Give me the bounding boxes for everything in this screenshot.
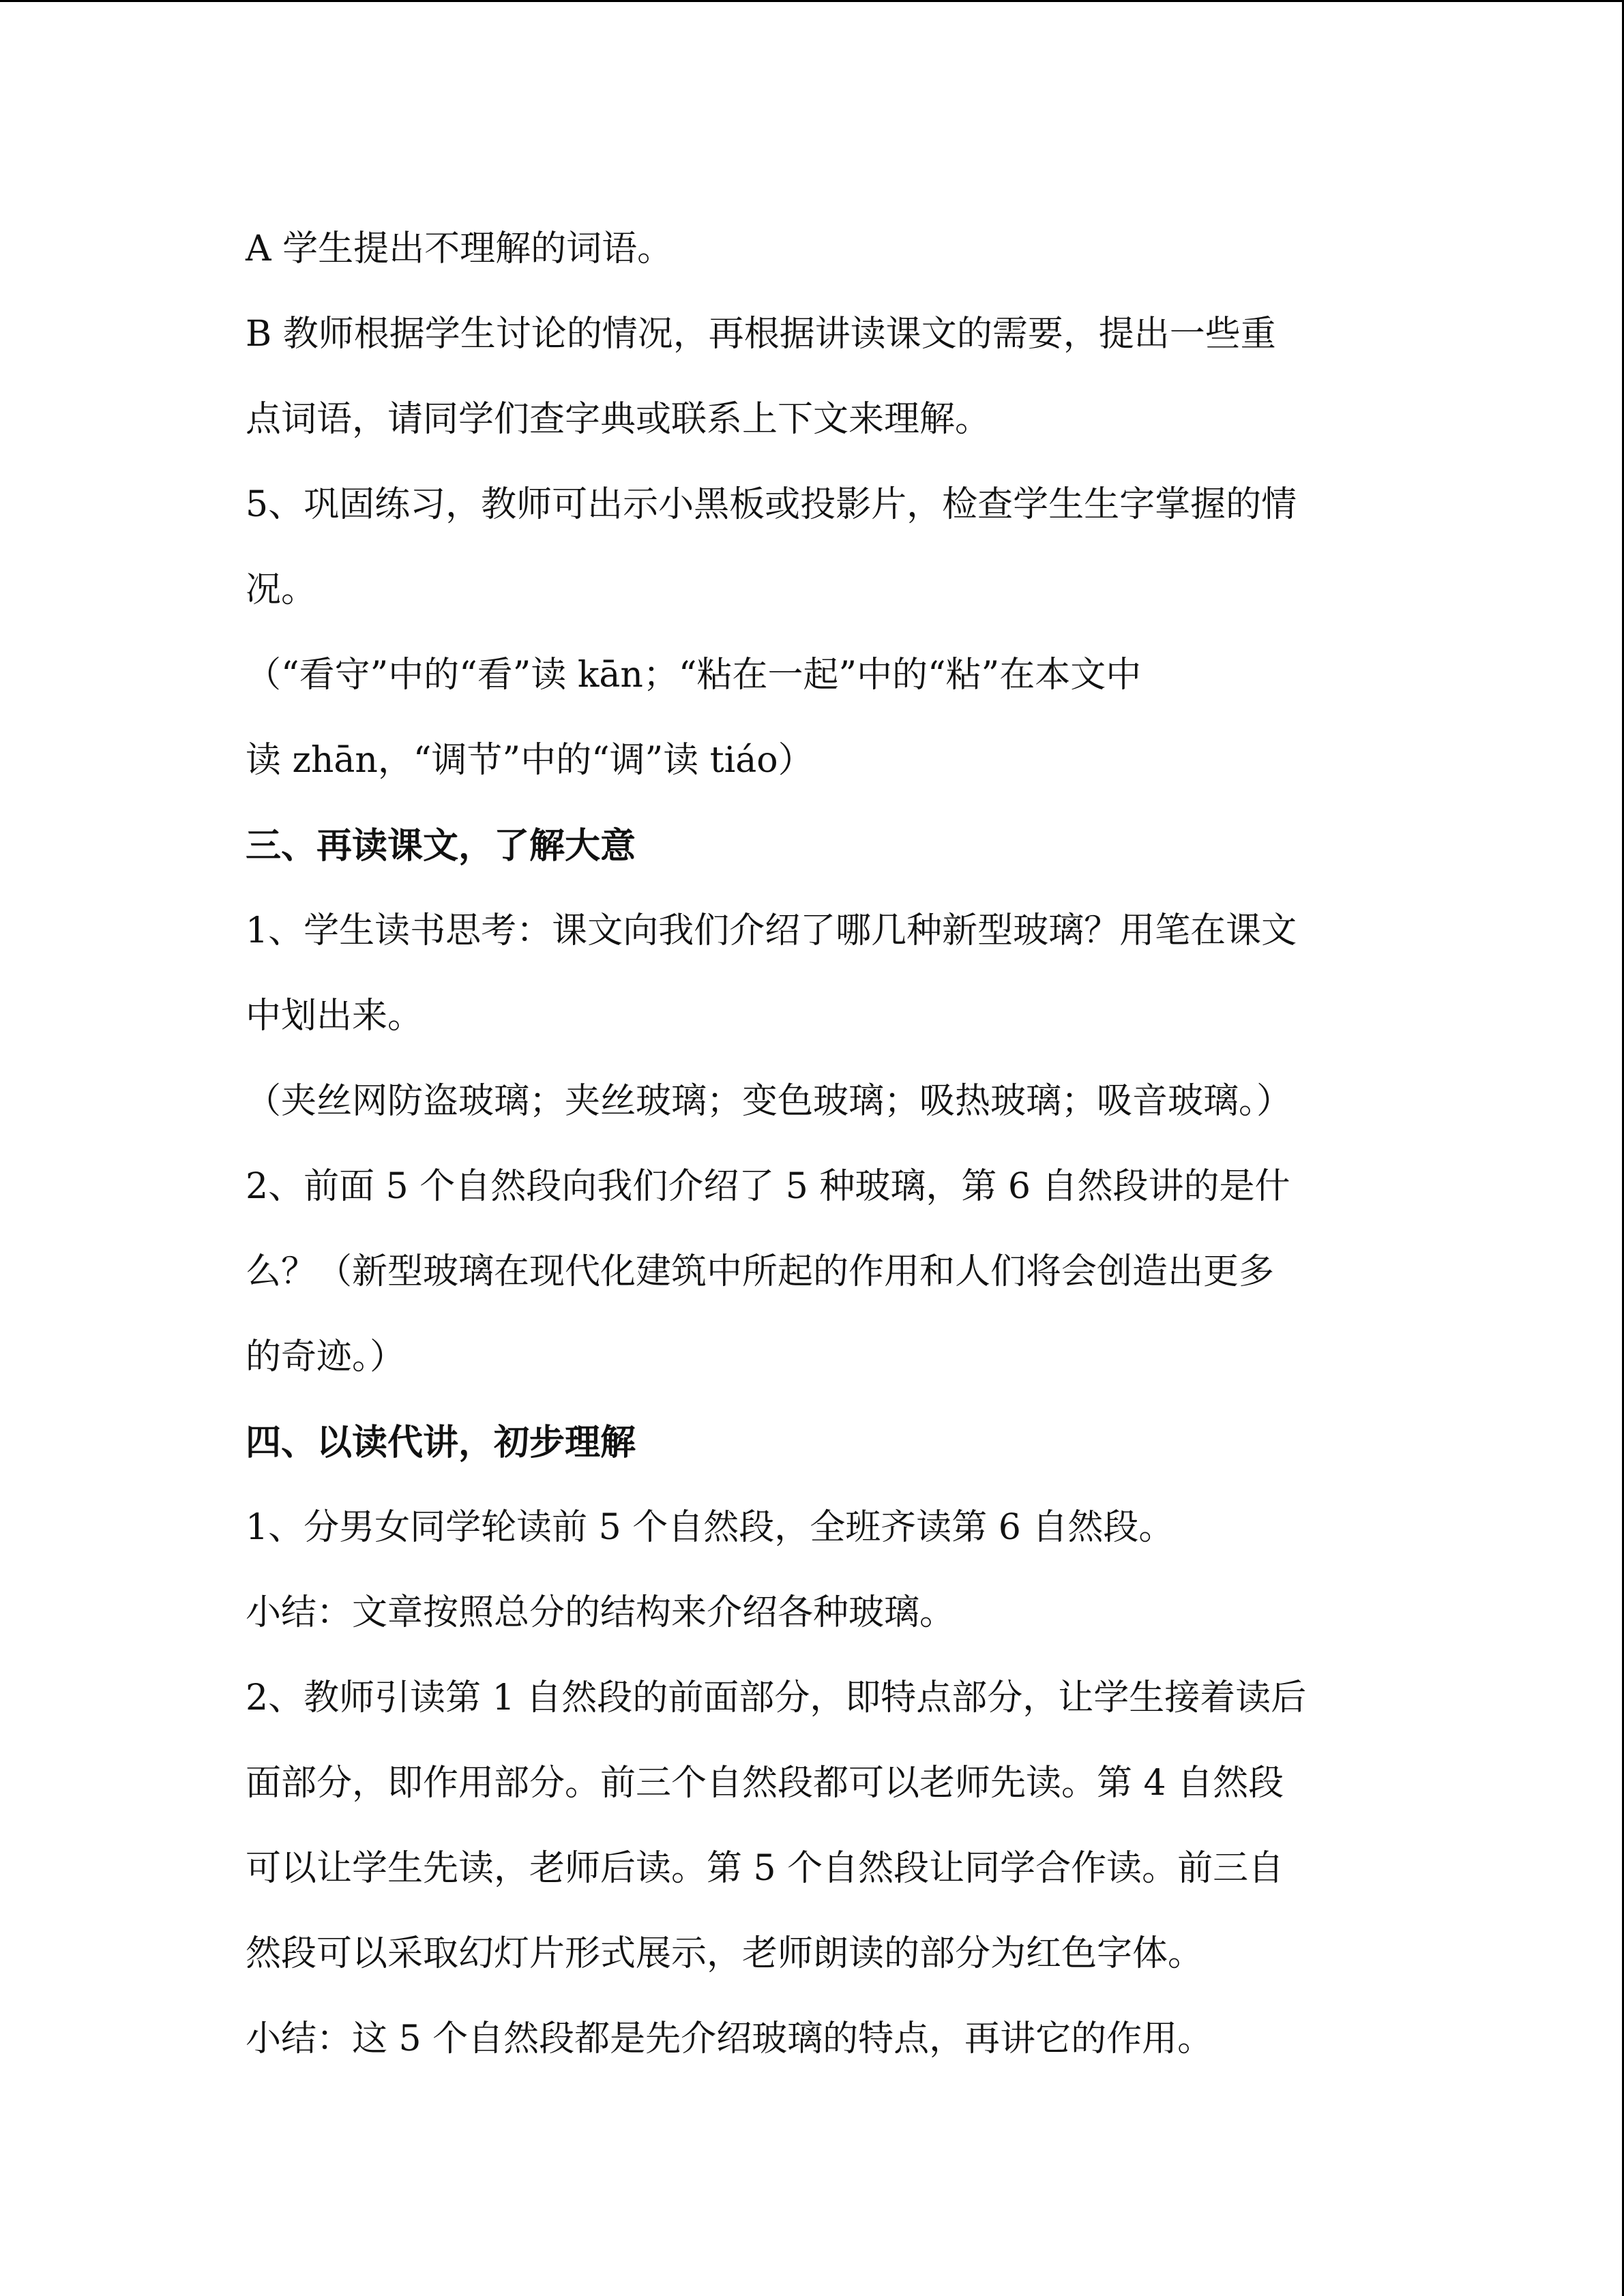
text-line-11: （夹丝网防盗玻璃；夹丝玻璃；变色玻璃；吸热玻璃；吸音玻璃。）	[246, 1081, 1293, 1122]
text-line-22: 小结：这 5 个自然段都是先介绍玻璃的特点，再讲它的作用。	[246, 2018, 1213, 2059]
text-line-5: 况。	[246, 569, 317, 610]
text-line-14: 的奇迹。）	[246, 1337, 406, 1377]
section-heading-4: 四、以读代讲，初步理解	[246, 1422, 636, 1463]
section-heading-3: 三、再读课文，了解大意	[246, 825, 636, 867]
text-line-1: A 学生提出不理解的词语。	[246, 228, 673, 269]
text-line-16: 1、分男女同学轮读前 5 个自然段，全班齐读第 6 自然段。	[246, 1507, 1175, 1548]
text-line-7: 读 zhān，“调节”中的“调”读 tiáo）	[246, 740, 814, 781]
text-line-4: 5、巩固练习，教师可出示小黑板或投影片，检查学生生字掌握的情	[246, 484, 1297, 525]
text-line-18: 2、教师引读第 1 自然段的前面部分，即特点部分，让学生接着读后	[246, 1678, 1307, 1718]
text-line-9: 1、学生读书思考：课文向我们介绍了哪几种新型玻璃？用笔在课文	[246, 910, 1297, 951]
text-line-13: 么？（新型玻璃在现代化建筑中所起的作用和人们将会创造出更多	[246, 1251, 1275, 1292]
document-body	[246, 207, 1378, 2082]
text-line-12: 2、前面 5 个自然段向我们介绍了 5 种玻璃，第 6 自然段讲的是什	[246, 1166, 1290, 1207]
text-line-21: 然段可以采取幻灯片形式展示，老师朗读的部分为红色字体。	[246, 1933, 1204, 1974]
text-line-17: 小结：文章按照总分的结构来介绍各种玻璃。	[246, 1592, 956, 1633]
text-line-6: （“看守”中的“看”读 kān；“粘在一起”中的“粘”在本文中	[246, 655, 1142, 696]
text-line-20: 可以让学生先读，老师后读。第 5 个自然段让同学合作读。前三自	[246, 1848, 1284, 1889]
text-line-3: 点词语，请同学们查字典或联系上下文来理解。	[246, 399, 991, 440]
text-line-19: 面部分，即作用部分。前三个自然段都可以老师先读。第 4 自然段	[246, 1763, 1284, 1804]
text-line-2: B 教师根据学生讨论的情况，再根据讲读课文的需要，提出一些重	[246, 314, 1276, 355]
text-line-10: 中划出来。	[246, 996, 424, 1037]
